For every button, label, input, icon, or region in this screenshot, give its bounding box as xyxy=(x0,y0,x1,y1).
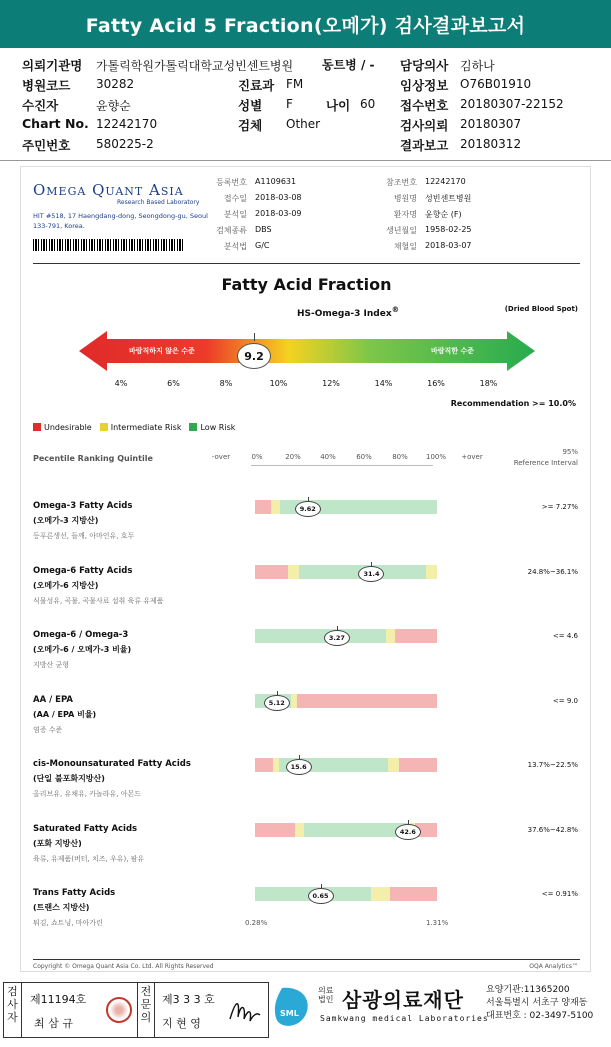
trans-axis-min: 0.28% xyxy=(245,919,268,927)
recommendation: Recommendation >= 10.0% xyxy=(450,399,576,408)
reference-interval: 24.8%~36.1% xyxy=(527,567,578,576)
value-pointer xyxy=(277,691,278,695)
legend-swatch xyxy=(33,423,41,431)
meta-key: 분석일 xyxy=(223,210,247,219)
index-tick: 16% xyxy=(427,379,445,388)
hs-omega-title-text: HS-Omega-3 Index xyxy=(297,309,392,319)
percentile-axis xyxy=(251,465,433,466)
sml-logo-icon xyxy=(272,984,314,1032)
header-label: 결과보고 xyxy=(400,138,449,153)
tester-label: 검사자 xyxy=(4,983,22,1037)
risk-bar xyxy=(255,887,437,901)
meta-value: 12242170 xyxy=(425,177,466,186)
copyright: Copyright © Omega Quant Asia Co. Ltd. All Rights Reserved xyxy=(33,963,214,970)
percentile-tick: 60% xyxy=(356,453,372,461)
header-label: 병원코드 xyxy=(22,78,71,93)
meta-value: DBS xyxy=(255,225,272,234)
risk-segment xyxy=(255,629,386,643)
legend-item xyxy=(100,423,182,432)
header-value: 가톨릭학원가톨릭대학교성빈센트병원 xyxy=(96,59,294,73)
risk-segment xyxy=(388,758,399,772)
risk-segment xyxy=(255,823,295,837)
percentile-tick: +over xyxy=(461,453,483,461)
risk-bar xyxy=(255,565,437,579)
fatty-acid-name: Saturated Fatty Acids xyxy=(33,823,138,834)
desirable-label: 바람직한 수준 xyxy=(431,347,475,355)
legend-label: Low Risk xyxy=(200,423,236,432)
report-sheet xyxy=(20,166,591,972)
signature-icon xyxy=(226,995,262,1027)
meta-key: 환자명 xyxy=(393,210,417,219)
header-value: 12242170 xyxy=(96,117,158,131)
header-value: 20180307 xyxy=(460,117,522,131)
omega-quant-logo: Omega Quant Asia xyxy=(33,181,184,199)
dried-blood-spot-label: (Dried Blood Spot) xyxy=(504,305,578,313)
index-tick: 10% xyxy=(269,379,288,388)
meta-key: 병원명 xyxy=(393,194,417,203)
risk-segment xyxy=(255,500,271,514)
fatty-acid-sources: 지방산 균형 xyxy=(33,661,70,669)
index-tick: 18% xyxy=(479,379,498,388)
specialist-label: 전문의 xyxy=(137,983,155,1037)
meta-divider xyxy=(33,263,580,264)
value-pointer xyxy=(408,820,409,824)
fatty-acid-name: Trans Fatty Acids xyxy=(33,888,116,898)
legend-item xyxy=(189,423,235,432)
value-pointer xyxy=(371,562,372,566)
meta-value: 성빈센트병원 xyxy=(425,194,472,203)
header-label: 성별 xyxy=(238,98,263,113)
org-info xyxy=(486,984,593,1023)
header-value: Other xyxy=(286,117,321,131)
fatty-acid-sources: 식물성유, 곡물, 곡물사료 섭취 육류 유제품 xyxy=(33,596,164,605)
fatty-acid-name: Omega-3 Fatty Acids xyxy=(33,501,133,511)
value-bubble: 31.4 xyxy=(358,566,384,582)
header-label: 주민번호 xyxy=(22,138,71,153)
risk-segment xyxy=(255,758,273,772)
risk-segment xyxy=(399,758,437,772)
fatty-acid-sources: 육류, 유제품(버터, 치즈, 우유), 팜유 xyxy=(33,854,145,863)
age-value: 60 xyxy=(360,97,376,111)
percentile-tick: 40% xyxy=(320,453,336,461)
hs-omega-title xyxy=(297,305,399,319)
header-value: 김하나 xyxy=(460,59,495,73)
header-label: 임상정보 xyxy=(400,78,449,93)
index-tick: 8% xyxy=(219,379,233,388)
fatty-acid-name: cis-Monounsaturated Fatty Acids xyxy=(33,759,191,769)
header-label: 진료과 xyxy=(238,78,275,93)
org-phone: 대표번호 : 02-3497-5100 xyxy=(486,1011,594,1021)
reference-interval-header xyxy=(514,447,578,469)
meta-value: A1109631 xyxy=(255,177,297,186)
index-tick: 6% xyxy=(167,379,180,388)
fatty-acid-sources: 튀김, 쇼트닝, 마아가린 xyxy=(33,919,103,927)
meta-key: 검체종류 xyxy=(216,226,247,235)
meta-key: 등록번호 xyxy=(216,178,247,187)
percentile-tick: 80% xyxy=(392,453,408,461)
risk-segment xyxy=(371,887,389,901)
oqa-analytics: OQA Analytics™ xyxy=(529,963,578,970)
header-value: F xyxy=(286,97,293,111)
meta-value: 2018-03-09 xyxy=(255,209,302,218)
meta-key: 접수일 xyxy=(223,194,247,203)
tester-name: 최 삼 규 xyxy=(34,1017,73,1030)
tester-license: 제11194호 xyxy=(30,993,87,1006)
org-type-2: 법인 xyxy=(318,995,334,1004)
report-title: Fatty Acid 5 Fraction(오메가) 검사결과보고서 xyxy=(0,0,611,48)
specialist-name: 지 현 영 xyxy=(162,1017,201,1030)
trans-axis-max: 1.31% xyxy=(426,919,449,927)
meta-key: 생년월일 xyxy=(386,226,417,235)
risk-segment xyxy=(295,823,304,837)
meta-value: G/C xyxy=(255,241,270,250)
percentile-label: Pecentile Ranking Quintile xyxy=(33,454,153,463)
fatty-acid-korean: (트랜스 지방산) xyxy=(33,903,90,912)
ref-header-95: 95% xyxy=(562,448,578,456)
index-tick: 14% xyxy=(374,379,393,388)
reference-interval: <= 0.91% xyxy=(541,890,578,898)
org-address: 서울특별시 서초구 양재동 xyxy=(486,998,588,1008)
value-bubble: 15.6 xyxy=(286,759,312,775)
meta-key: 채혈일 xyxy=(393,242,417,251)
header-label: 검사의뢰 xyxy=(400,118,449,133)
fatty-acid-korean: (단일 불포화지방산) xyxy=(33,774,105,783)
reference-interval: <= 4.6 xyxy=(552,632,578,640)
ref-header-label: Reference Interval xyxy=(513,459,578,467)
legend-swatch xyxy=(100,423,108,431)
percentile-tick: 20% xyxy=(285,453,301,461)
divider xyxy=(0,160,611,161)
header-value: 윤향순 xyxy=(96,99,131,113)
fatty-acid-fraction-title: Fatty Acid Fraction xyxy=(221,275,392,294)
header-value: 580225-2 xyxy=(96,137,154,151)
footer xyxy=(0,980,611,1047)
percentile-tick: 100% xyxy=(425,453,446,461)
percentile-tick: 0% xyxy=(251,453,263,461)
reference-interval: 37.6%~42.8% xyxy=(527,825,578,834)
fatty-acid-korean: (포화 지방산) xyxy=(33,838,82,848)
legend-label: Intermediate Risk xyxy=(110,423,182,432)
risk-segment xyxy=(390,887,437,901)
reference-interval: 13.7%~22.5% xyxy=(527,761,578,769)
org-name: 삼광의료재단 xyxy=(342,988,464,1012)
risk-legend xyxy=(33,423,235,432)
barcode xyxy=(33,239,183,251)
specialist-license: 제3 3 3 호 xyxy=(162,993,215,1006)
index-tick: 12% xyxy=(322,379,340,388)
logo-subtitle: Research Based Laboratory xyxy=(117,199,200,206)
risk-segment xyxy=(288,565,299,579)
value-bubble: 9.62 xyxy=(295,501,321,517)
header-label: Chart No. xyxy=(22,116,89,131)
fatty-acid-korean: (오메가-6 / 오메가-3 비율) xyxy=(33,645,132,654)
risk-segment xyxy=(297,694,437,708)
fatty-acid-korean: (오메가-6 지방산) xyxy=(33,580,99,590)
value-bubble: 42.6 xyxy=(395,824,421,840)
index-value-bubble: 9.2 xyxy=(237,343,271,369)
fatty-acid-sources: 등푸른생선, 들깨, 아마인유, 호두 xyxy=(33,532,135,540)
percentile-tick: -over xyxy=(211,453,231,461)
fatty-acid-name: Omega-6 / Omega-3 xyxy=(33,630,129,640)
header-label: 접수번호 xyxy=(400,98,449,113)
age-label: 나이 xyxy=(326,98,351,113)
risk-bar xyxy=(255,500,437,514)
value-bubble: 0.65 xyxy=(308,888,334,904)
meta-key: 분석법 xyxy=(223,242,247,251)
meta-value: 2018-03-07 xyxy=(425,241,472,250)
fatty-acid-sources: 올리브유, 유채유, 카놀라유, 아몬드 xyxy=(33,790,142,798)
meta-value: 2018-03-08 xyxy=(255,193,302,202)
reference-interval: <= 9.0 xyxy=(552,696,578,705)
signature-box xyxy=(3,982,269,1038)
legend-label: Undesirable xyxy=(44,423,92,432)
value-bubble: 3.27 xyxy=(324,630,350,646)
registered-mark: ® xyxy=(391,305,400,314)
fatty-acid-sources: 염증 수준 xyxy=(33,725,63,734)
risk-segment xyxy=(386,629,395,643)
sml-badge-text: SML xyxy=(280,1009,299,1018)
value-bubble: 5.12 xyxy=(264,695,290,711)
index-tick: 4% xyxy=(114,379,128,388)
lab-address: HIT #518, 17 Haengdang-dong, Seongdong-gu, Seoul 133-791, Korea. xyxy=(33,212,208,230)
header-label: 의뢰기관명 xyxy=(22,58,83,73)
meta-value: 윤향순 (F) xyxy=(425,210,462,219)
meta-value: 1958-02-25 xyxy=(425,225,472,234)
header-value: 20180307-22152 xyxy=(460,97,564,111)
org-english-name: Samkwang medical Laboratories xyxy=(320,1014,489,1023)
org-code: 요양기관:11365200 xyxy=(486,985,570,995)
ward-suffix: 동트병 / - xyxy=(322,58,375,72)
bottom-divider xyxy=(33,959,580,960)
org-type xyxy=(318,986,333,1004)
risk-segment xyxy=(271,500,280,514)
legend-swatch xyxy=(189,423,197,431)
fatty-acid-korean: (오메가-3 지방산) xyxy=(33,516,99,525)
header-value: 30282 xyxy=(96,77,135,91)
risk-segment xyxy=(426,565,437,579)
index-pointer xyxy=(254,333,255,341)
header-label: 수진자 xyxy=(22,98,59,113)
legend-item xyxy=(33,423,92,432)
reference-interval: >= 7.27% xyxy=(541,503,578,511)
fatty-acid-name: AA / EPA xyxy=(33,694,74,705)
header-value: O76B01910 xyxy=(460,77,532,91)
meta-key: 참조번호 xyxy=(386,178,417,187)
risk-segment xyxy=(255,565,288,579)
header-label: 검체 xyxy=(238,118,263,133)
undesirable-label: 바람직하지 않은 수준 xyxy=(129,347,195,355)
risk-segment xyxy=(304,823,408,837)
fatty-acid-korean: (AA / EPA 비율) xyxy=(33,709,97,719)
risk-bar xyxy=(255,758,437,772)
risk-segment xyxy=(395,629,437,643)
header-value: FM xyxy=(286,77,304,91)
omega3-index-arrow xyxy=(79,331,535,371)
tester-seal-icon xyxy=(106,997,132,1023)
org-type-1: 의료 xyxy=(318,986,334,995)
header-value: 20180312 xyxy=(460,137,522,151)
fatty-acid-name: Omega-6 Fatty Acids xyxy=(33,565,133,576)
header-label: 담당의사 xyxy=(400,58,449,73)
